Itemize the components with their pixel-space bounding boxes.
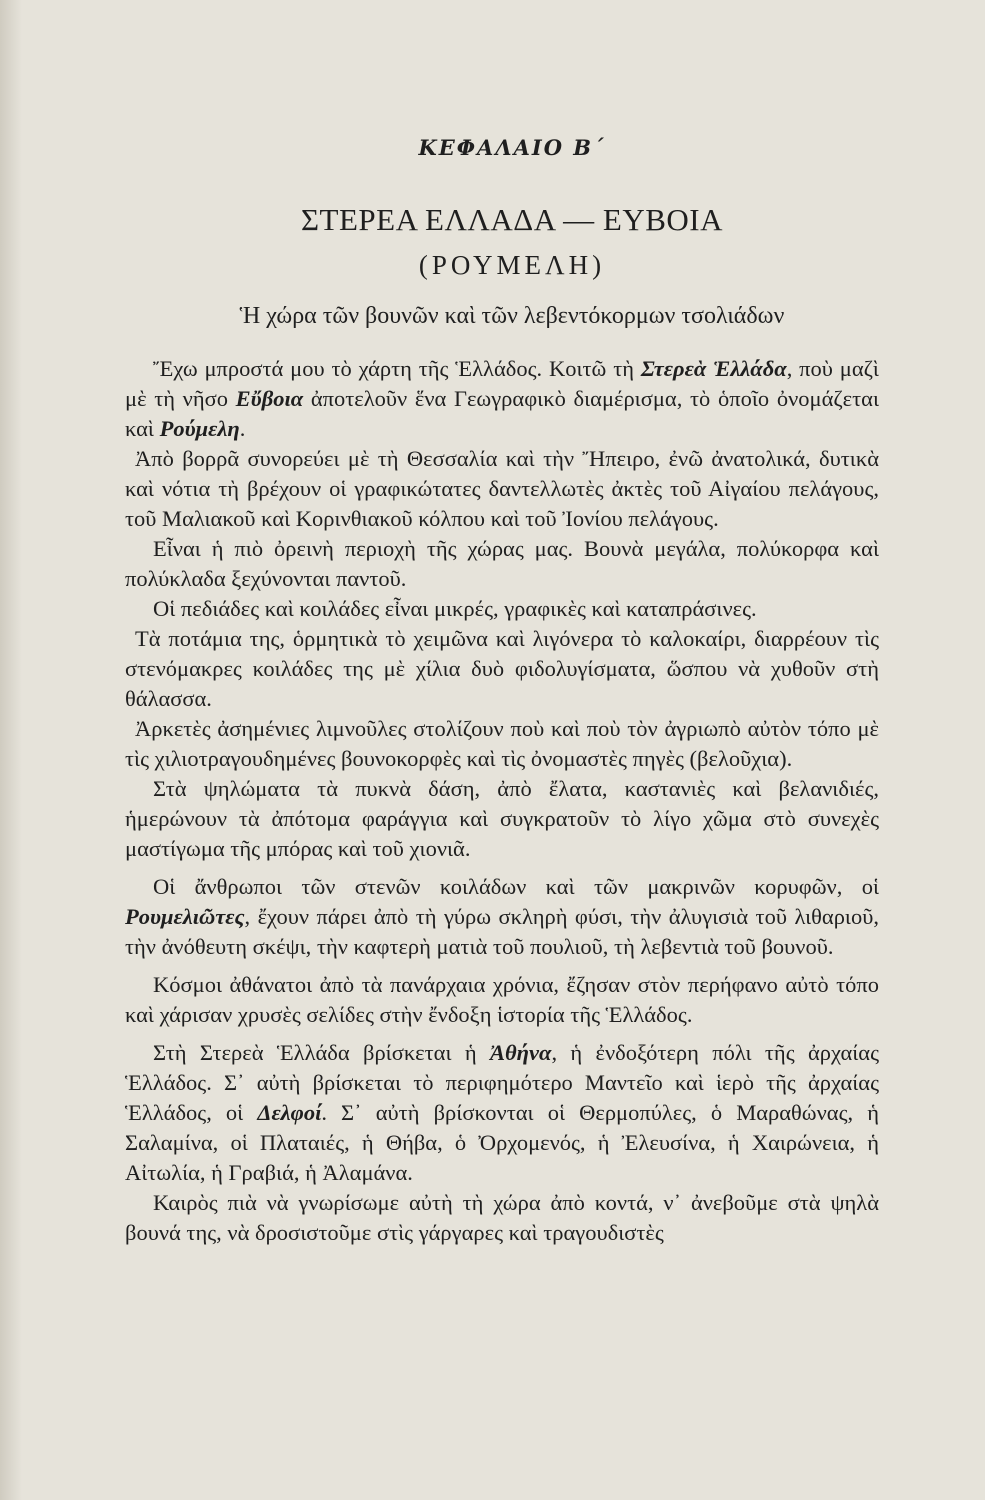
paragraph-10-text-c: , ἡ ἐνδοξότερη πόλι τῆς ἀρχαίας Ἑλλάδος. Σ᾽ αὐτὴ βρίσκεται τὸ περιφημότερο Μαντεῖο καὶ ἱερὸ τῆς ἀρχαίας Ἑλλάδος, οἱ xyxy=(125,1040,879,1125)
paragraph-1-text-g: . xyxy=(239,416,246,441)
paragraph-10-text-a: Στὴ Στερεὰ Ἑλλάδα βρίσκεται ἡ xyxy=(153,1040,490,1065)
paragraph-1-text-e: ἀποτελοῦν ἕνα Γεωγραφικὸ διαμέρισμα, τὸ ὁποῖο ὀνομάζεται καὶ xyxy=(125,386,880,441)
chapter-label: ΚΕΦΑΛΑΙΟ Β΄ xyxy=(418,135,606,160)
paragraph-11: Καιρὸς πιὰ νὰ γνωρίσωμε αὐτὴ τὴ χώρα ἀπὸ κοντά, ν᾽ ἀνεβοῦμε στὰ ψηλὰ βουνά της, νὰ δροσιστοῦμε στὶς γάργαρες καὶ τραγουδιστὲς xyxy=(125,1190,879,1245)
chapter-motto: Ἡ χώρα τῶν βουνῶν καὶ τῶν λεβεντόκορμων τσολιάδων xyxy=(239,303,785,329)
paragraph-8 xyxy=(125,872,879,962)
paragraph-10-text-e: . Σ᾽ αὐτὴ βρίσκονται οἱ Θερμοπύλες, ὁ Μαραθώνας, ἡ Σαλαμίνα, οἱ Πλαταιές, ἡ Θήβα, ὁ Ὀρχομενός, ἡ Ἐλευσίνα, ἡ Χαιρώνεια, ἡ Αἰτωλία, ἡ Γραβιά, ἡ Ἀλαμάνα. xyxy=(125,1100,879,1185)
paragraph-10 xyxy=(125,1038,879,1188)
term-evvoia: Εὔβοια xyxy=(235,386,304,411)
term-delfoi: Δελφοί xyxy=(257,1100,322,1125)
chapter-title: ΣΤΕΡΕΑ ΕΛΛΑΔΑ — ΕΥΒΟΙΑ xyxy=(300,202,723,237)
paragraph-1 xyxy=(125,354,879,444)
term-roumeliotes: Ρουμελιῶτες xyxy=(125,904,245,929)
paragraph-8-text-a: Οἱ ἄνθρωποι τῶν στενῶν κοιλάδων καὶ τῶν μακρινῶν κορυφῶν, οἱ xyxy=(153,874,879,899)
paragraph-2: Ἀπὸ βορρᾶ συνορεύει μὲ τὴ Θεσσαλία καὶ τὴν Ἤπειρο, ἐνῶ ἀνατολικά, δυτικὰ καὶ νότια τὴ βρέχουν οἱ γραφικώτατες δαντελλωτὲς ἀκτὲς τοῦ Αἰγαίου πελάγους, τοῦ Μαλιακοῦ καὶ Κορινθιακοῦ κόλπου καὶ τοῦ Ἰονίου πελάγους. xyxy=(125,446,879,531)
paragraph-1-text-a: Ἔχω μπροστά μου τὸ χάρτη τῆς Ἑλλάδος. Κοιτῶ τὴ xyxy=(153,356,641,381)
paragraph-3: Εἶναι ἡ πιὸ ὀρεινὴ περιοχὴ τῆς χώρας μας. Βουνὰ μεγάλα, πολύκορφα καὶ πολύκλαδα ξεχύνονται παντοῦ. xyxy=(125,536,879,591)
paragraph-8-text-c: , ἔχουν πάρει ἀπὸ τὴ γύρω σκληρὴ φύσι, τὴν ἀλυγισιὰ τοῦ λιθαριοῦ, τὴν ἀνόθευτη σκέψι, τὴν καφτερὴ ματιὰ τοῦ πουλιοῦ, τὴ λεβεντιὰ τοῦ βουνοῦ. xyxy=(125,904,879,959)
paragraph-6: Ἀρκετὲς ἀσημένιες λιμνοῦλες στολίζουν ποὺ καὶ ποὺ τὸν ἀγριωπὸ αὐτὸν τόπο μὲ τὶς χιλιοτραγουδημένες βουνοκορφὲς καὶ τὶς ὀνομαστὲς πηγὲς (βελοῦχια). xyxy=(125,716,879,771)
term-roumeli: Ρούμελη xyxy=(159,416,240,441)
paragraph-9: Κόσμοι ἀθάνατοι ἀπὸ τὰ πανάρχαια χρόνια, ἔζησαν στὸν περήφανο αὐτὸ τόπο καὶ χάρισαν χρυσὲς σελίδες στὴν ἔνδοξη ἱστορία τῆς Ἑλλάδος. xyxy=(125,972,879,1027)
paragraph-4: Οἱ πεδιάδες καὶ κοιλάδες εἶναι μικρές, γραφικὲς καὶ καταπράσινες. xyxy=(153,596,757,621)
term-athina: Ἀθήνα xyxy=(489,1040,552,1065)
body-text xyxy=(125,354,879,1248)
chapter-subtitle: (ΡΟΥΜΕΛΗ) xyxy=(418,250,606,280)
term-sterea-ellada: Στερεὰ Ἑλλάδα xyxy=(640,356,787,381)
paragraph-7: Στὰ ψηλώματα τὰ πυκνὰ δάση, ἀπὸ ἔλατα, καστανιὲς καὶ βελανιδιές, ἡμερώνουν τὰ ἀπότομα φαράγγια καὶ συγκρατοῦν τὸ λίγο χῶμα στὸ συνεχὲς μαστίγωμα τῆς μπόρας καὶ τοῦ χιονιᾶ. xyxy=(125,776,879,861)
paragraph-5: Τὰ ποτάμια της, ὁρμητικὰ τὸ χειμῶνα καὶ λιγόνερα τὸ καλοκαίρι, διαρρέουν τὶς στενόμακρες κοιλάδες της μὲ χίλια δυὸ φιδολυγίσματα, ὥσπου νὰ χυθοῦν στὴ θάλασσα. xyxy=(125,626,879,711)
paragraph-1-text-c: , ποὺ μαζὶ μὲ τὴ νῆσο xyxy=(125,356,879,411)
